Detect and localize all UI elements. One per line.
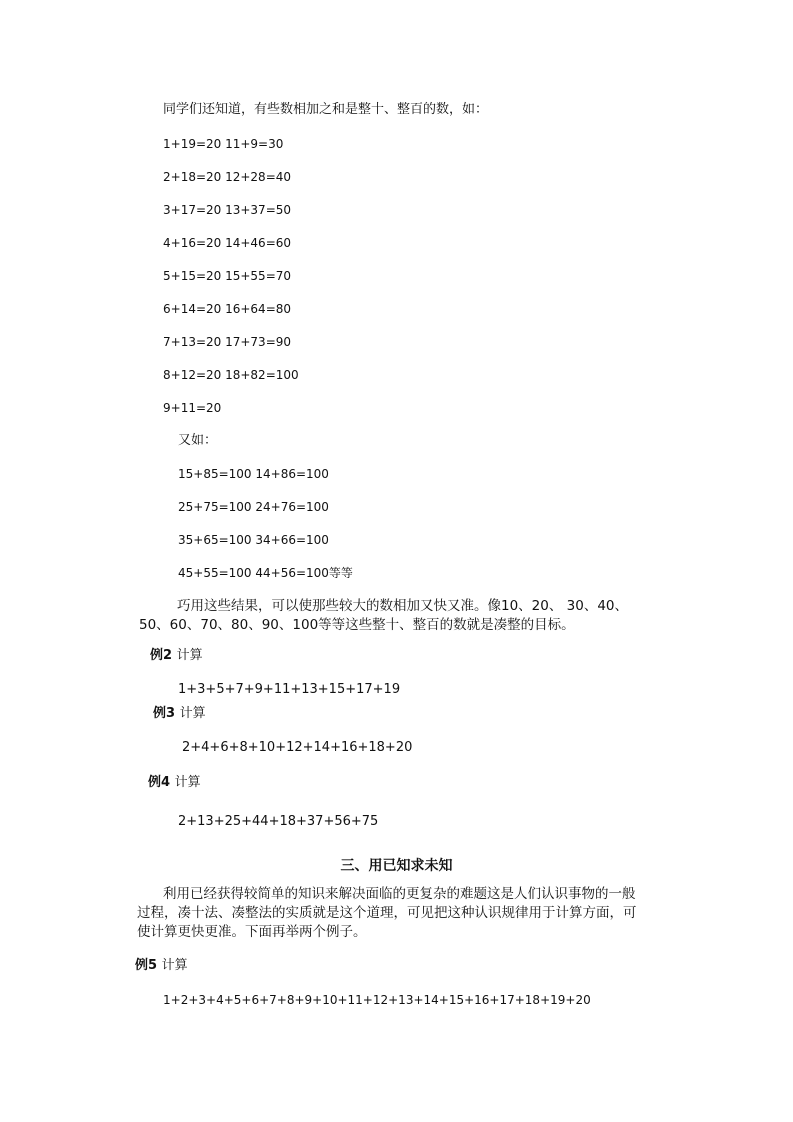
example-4-expression: 2+13+25+44+18+37+56+75: [178, 814, 379, 829]
example-4-heading: [148, 775, 201, 791]
sum-pair-line: 3+17=20 13+37=50: [163, 203, 292, 217]
sum-pair-line: 5+15=20 15+55=70: [163, 269, 292, 283]
example-label: 例4: [148, 775, 171, 790]
example-label: 例3: [153, 706, 176, 721]
sum-pair-line: 8+12=20 18+82=100: [163, 368, 299, 382]
also-label: 又如：: [178, 433, 218, 448]
hundred-pair-line: 35+65=100 34+66=100: [178, 533, 329, 547]
sum-pair-line: 1+19=20 11+9=30: [163, 137, 284, 151]
sum-pair-line: 2+18=20 12+28=40: [163, 170, 292, 184]
sum-pair-line: 7+13=20 17+73=90: [163, 335, 292, 349]
example-verb: 计算: [161, 958, 188, 973]
example-verb: 计算: [176, 648, 203, 663]
sum-pair-line: 9+11=20: [163, 401, 222, 415]
sum-pair-line: 6+14=20 16+64=80: [163, 302, 292, 316]
example-5-expression: 1+2+3+4+5+6+7+8+9+10+11+12+13+14+15+16+17+18+19+20: [163, 993, 591, 1007]
intro-line: 同学们还知道，有些数相加之和是整十、整百的数，如：: [163, 102, 489, 117]
example-verb: 计算: [179, 706, 206, 721]
example-3-expression: 2+4+6+8+10+12+14+16+18+20: [182, 740, 413, 755]
section-heading: 三、用已知求未知: [340, 858, 453, 874]
example-2-expression: 1+3+5+7+9+11+13+15+17+19: [178, 682, 401, 697]
example-3-heading: [153, 706, 206, 722]
hundred-pair-line: 25+75=100 24+76=100: [178, 500, 329, 514]
example-2-heading: [150, 648, 203, 664]
paragraph-known-unknown: 利用已经获得较简单的知识来解决面临的更复杂的难题这是人们认识事物的一般过程，凑十法、凑整法的实质就是这个道理，可见把这种认识规律用于计算方面，可使计算更快更准。下面再举两个例子。: [137, 886, 637, 940]
sum-pair-line: 4+16=20 14+46=60: [163, 236, 292, 250]
hundred-pair-line: 15+85=100 14+86=100: [178, 467, 329, 481]
example-5-heading: [135, 958, 188, 974]
hundred-pair-line: 45+55=100 44+56=100等等: [178, 566, 353, 580]
example-label: 例5: [135, 958, 158, 973]
example-label: 例2: [150, 648, 173, 663]
paragraph-make-whole: 巧用这些结果，可以使那些较大的数相加又快又准。像10、20、 30、40、50、60、70、80、90、100等等这些整十、整百的数就是凑整的目标。: [139, 598, 629, 633]
example-verb: 计算: [174, 775, 201, 790]
